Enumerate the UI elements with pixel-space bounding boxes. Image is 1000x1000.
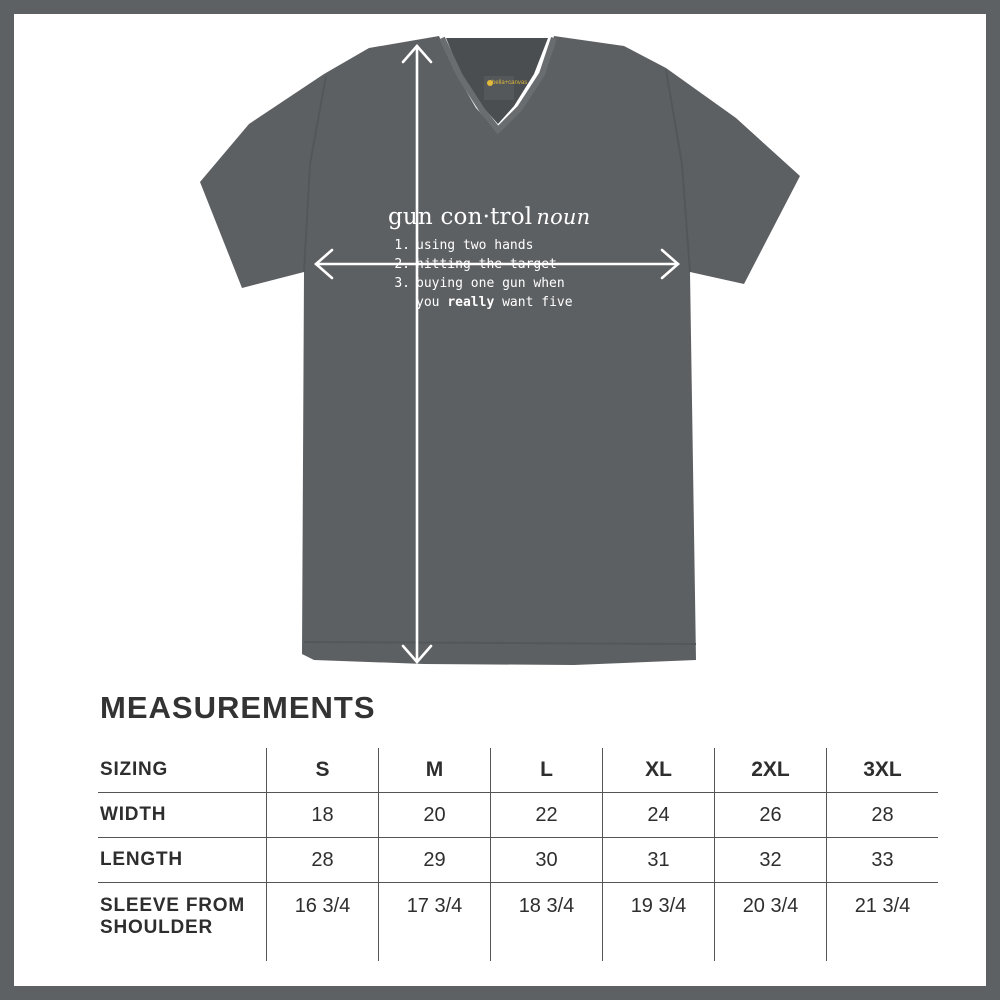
- table-row: [98, 838, 938, 883]
- print-emphasis: really: [447, 295, 495, 310]
- size-header: M: [379, 748, 491, 793]
- table-cell: 28: [267, 838, 379, 883]
- tshirt-image: [14, 14, 986, 674]
- table-cell: 31: [603, 838, 715, 883]
- table-cell: 30: [491, 838, 603, 883]
- shirt-graphic-text: [388, 204, 668, 312]
- row-label: SLEEVE FROM SHOULDER: [98, 883, 267, 962]
- print-definition-list: [388, 236, 668, 312]
- print-line: you really want five: [416, 295, 573, 310]
- table-cell: 18: [267, 793, 379, 838]
- table-row: [98, 793, 938, 838]
- print-word: gun con·trol: [388, 204, 533, 230]
- table-cell: 28: [827, 793, 939, 838]
- print-part-of-speech: noun: [536, 205, 591, 229]
- table-cell: 32: [715, 838, 827, 883]
- size-header: 3XL: [827, 748, 939, 793]
- table-cell: 20 3/4: [715, 883, 827, 962]
- print-line: 3. buying one gun when: [394, 276, 565, 291]
- table-cell: 33: [827, 838, 939, 883]
- sizing-label: SIZING: [100, 759, 169, 780]
- print-line: 2. hitting the target: [394, 257, 557, 272]
- table-cell: 24: [603, 793, 715, 838]
- row-label: LENGTH: [98, 838, 267, 883]
- table-cell: 21 3/4: [827, 883, 939, 962]
- table-cell: 22: [491, 793, 603, 838]
- table-cell: 19 3/4: [603, 883, 715, 962]
- table-cell: 17 3/4: [379, 883, 491, 962]
- size-header: S: [267, 748, 379, 793]
- size-chart-card: [14, 14, 986, 986]
- size-header: L: [491, 748, 603, 793]
- measurements-heading: MEASUREMENTS: [100, 690, 376, 725]
- table-cell: 20: [379, 793, 491, 838]
- table-cell: 26: [715, 793, 827, 838]
- table-cell: 29: [379, 838, 491, 883]
- print-title: [388, 204, 668, 230]
- table-row: [98, 883, 938, 962]
- table-cell: 18 3/4: [491, 883, 603, 962]
- size-header-row: [98, 748, 938, 793]
- size-table: [98, 748, 938, 961]
- table-cell: 16 3/4: [267, 883, 379, 962]
- size-header: 2XL: [715, 748, 827, 793]
- size-header: XL: [603, 748, 715, 793]
- row-label: WIDTH: [98, 793, 267, 838]
- tag-brand-text: bella+canvas: [492, 80, 528, 86]
- print-line: 1. using two hands: [394, 238, 534, 253]
